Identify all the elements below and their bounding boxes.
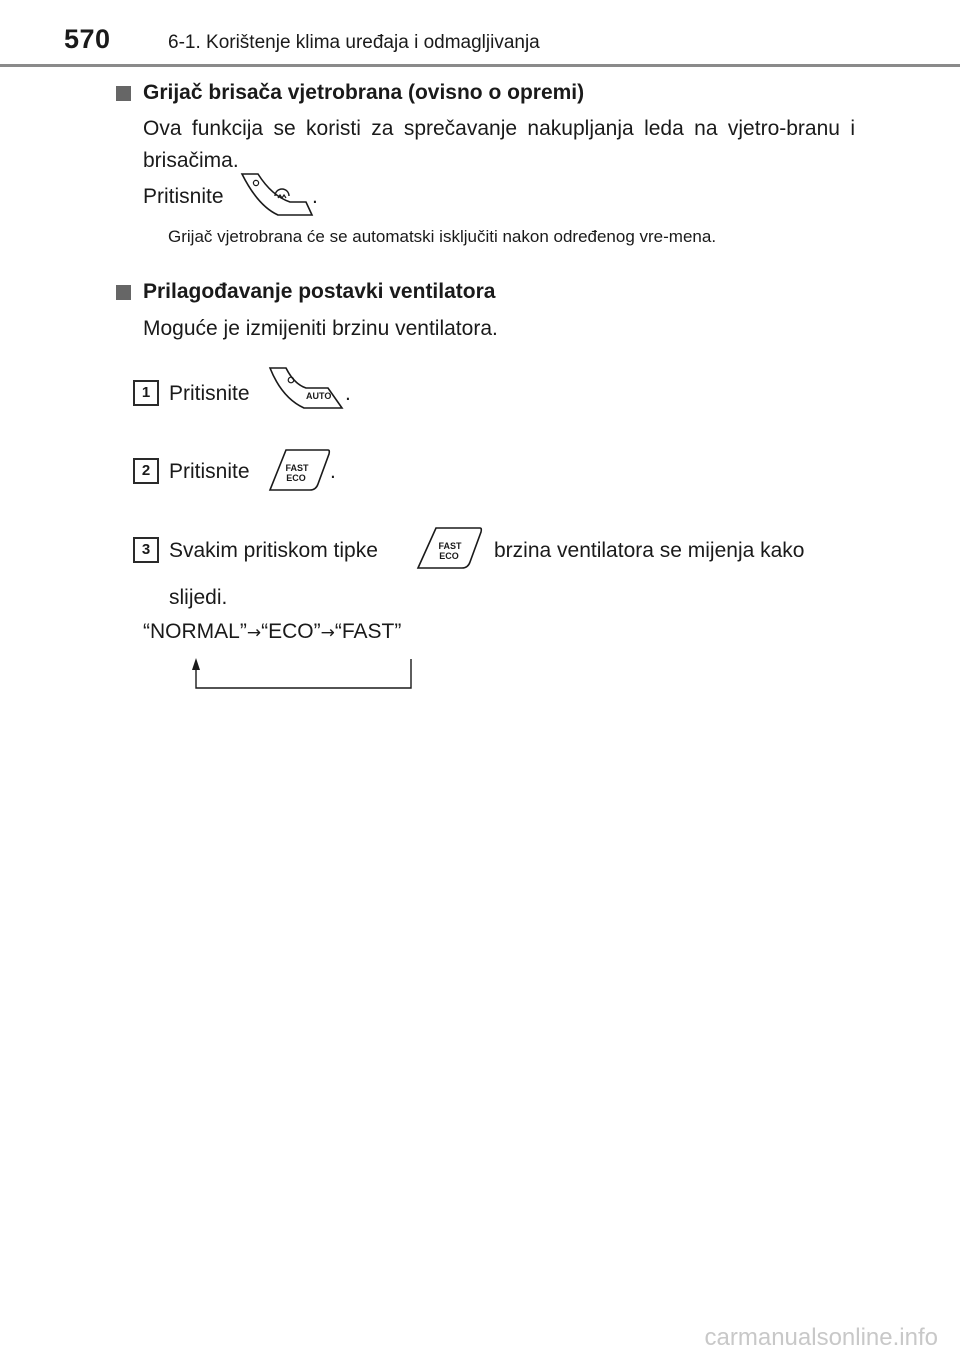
auto-key-icon <box>266 364 346 412</box>
cycle-normal: “NORMAL” <box>143 620 247 643</box>
section-heading-fan-settings: Prilagođavanje postavki ventilatora <box>143 280 496 303</box>
step-3-text-continue: slijedi. <box>169 586 228 609</box>
press-instruction-period: . <box>312 185 318 208</box>
square-bullet-icon <box>116 86 131 101</box>
fan-mode-cycle <box>143 620 401 644</box>
note-auto-off: Grijač vjetrobrana će se automatski isključiti nakon određenog vre-mena. <box>168 227 717 246</box>
eco-key-label: ECO <box>286 473 306 483</box>
step-2-period: . <box>330 460 336 483</box>
fast-eco-key-icon <box>414 522 486 574</box>
section-intro-fan-settings: Moguće je izmijeniti brzinu ventilatora. <box>143 317 498 340</box>
cycle-fast: “FAST” <box>334 620 402 643</box>
right-arrow-icon: → <box>320 623 335 643</box>
cycle-return-arrow-icon <box>186 656 418 692</box>
eco-key-label: ECO <box>439 551 459 561</box>
section-heading-windshield-heater: Grijač brisača vjetrobrana (ovisno o opremi) <box>143 81 585 104</box>
press-instruction-label: Pritisnite <box>143 185 224 208</box>
cycle-eco: “ECO” <box>261 620 321 643</box>
step-1-text: Pritisnite <box>169 382 250 405</box>
watermark: carmanualsonline.info <box>704 1324 938 1351</box>
page-number: 570 <box>64 24 111 54</box>
step-3-text-after: brzina ventilatora se mijenja kako <box>494 539 805 562</box>
step-number-2: 2 <box>133 458 159 484</box>
step-number-1: 1 <box>133 380 159 406</box>
right-arrow-icon: → <box>246 623 262 643</box>
auto-key-label: AUTO <box>306 391 332 401</box>
step-number-3: 3 <box>133 537 159 563</box>
step-2-text: Pritisnite <box>169 460 250 483</box>
section-body-windshield-heater: Ova funkcija se koristi za sprečavanje nakupljanja leda na vjetro-branu i brisačima. <box>143 117 855 172</box>
windshield-wiper-deicer-key-icon <box>238 170 316 218</box>
fast-key-label: FAST <box>438 541 462 551</box>
fast-eco-key-icon <box>266 444 334 496</box>
running-title: 6-1. Korištenje klima uređaja i odmagljivanja <box>168 32 540 53</box>
square-bullet-icon <box>116 285 131 300</box>
step-1-period: . <box>345 382 351 405</box>
step-3-text-before: Svakim pritiskom tipke <box>169 539 378 562</box>
fast-key-label: FAST <box>285 463 309 473</box>
header-divider <box>0 64 960 67</box>
